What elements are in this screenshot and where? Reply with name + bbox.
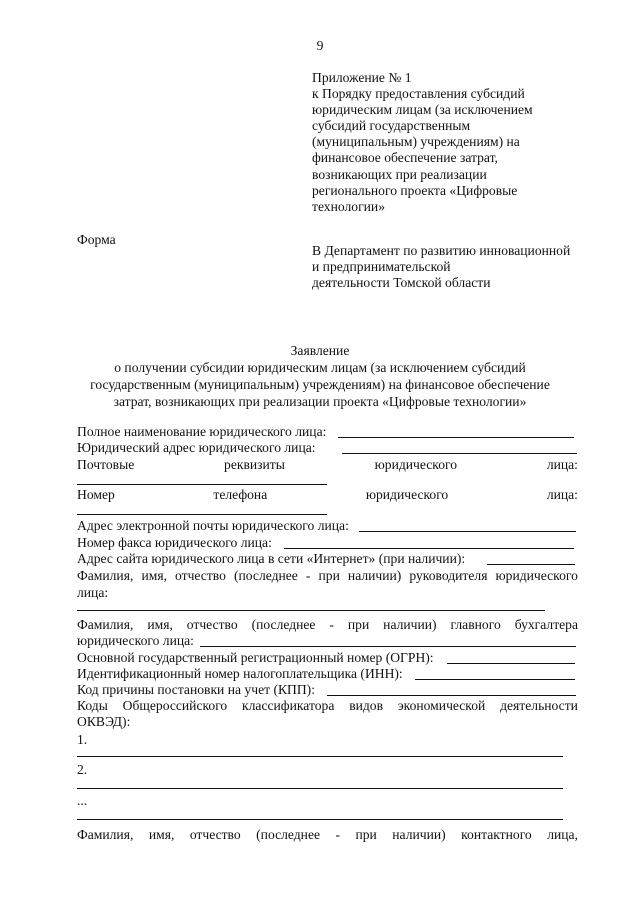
email-label: Адрес электронной почты юридического лица: bbox=[77, 518, 349, 533]
label-word: наличии) bbox=[383, 617, 437, 632]
title-line: государственным (муниципальным) учреждениям) на финансовое обеспечение bbox=[90, 377, 550, 392]
phone-row bbox=[77, 487, 578, 502]
accountant-row bbox=[77, 617, 578, 632]
label-word: при bbox=[318, 568, 340, 583]
label-word: главного bbox=[450, 617, 501, 632]
title-line: Заявление bbox=[290, 343, 350, 358]
director-row bbox=[77, 568, 578, 583]
appendix-line: регионального проекта «Цифровые bbox=[312, 182, 518, 198]
okved-item-2-row bbox=[77, 762, 578, 777]
label-word: (последнее bbox=[251, 617, 316, 632]
director-field[interactable] bbox=[77, 598, 545, 611]
label-word: при bbox=[347, 617, 370, 632]
okved-item-more-label: ... bbox=[77, 793, 88, 808]
label-word: экономической bbox=[397, 698, 486, 713]
label-word: лица: bbox=[546, 487, 578, 502]
okved-row bbox=[77, 698, 578, 713]
recipient-block bbox=[312, 243, 570, 291]
appendix-heading bbox=[312, 70, 533, 215]
website-field[interactable] bbox=[487, 552, 575, 565]
email-field[interactable] bbox=[359, 519, 576, 532]
director-cont-label: лица: bbox=[77, 585, 109, 600]
label-word: юридического bbox=[365, 487, 449, 502]
appendix-line: (муниципальным) учреждениям) на bbox=[312, 134, 520, 150]
ogrn-field[interactable] bbox=[447, 651, 575, 664]
application-title bbox=[0, 343, 640, 411]
full-name-field[interactable] bbox=[338, 425, 574, 438]
okved-item-more-row bbox=[77, 793, 578, 808]
label-word: имя, bbox=[147, 617, 173, 632]
label-word: отчество bbox=[175, 568, 226, 583]
label-word: юридического bbox=[495, 568, 578, 583]
okved-item-2-field[interactable] bbox=[77, 776, 563, 789]
label-word: - bbox=[305, 568, 311, 583]
contact-row bbox=[77, 827, 578, 842]
page-number: 9 bbox=[316, 38, 324, 53]
recipient-line: В Департамент по развитию инновационной bbox=[312, 243, 571, 258]
appendix-line: юридическим лицам (за исключением bbox=[312, 102, 533, 118]
label-word: отчество bbox=[189, 827, 241, 842]
postal-field[interactable] bbox=[77, 472, 327, 485]
label-word: имя, bbox=[141, 568, 167, 583]
label-word: юридического bbox=[374, 457, 458, 472]
label-word: Почтовые bbox=[77, 457, 135, 472]
okved-cont-label: ОКВЭД): bbox=[77, 714, 131, 729]
label-word: лица, bbox=[547, 827, 578, 842]
label-word: имя, bbox=[148, 827, 175, 842]
okved-item-1-field[interactable] bbox=[77, 744, 563, 757]
label-word: телефона bbox=[213, 487, 268, 502]
appendix-line: технологии» bbox=[312, 198, 385, 214]
okved-item-2-label: 2. bbox=[77, 762, 88, 777]
label-word: (последнее bbox=[256, 827, 321, 842]
accountant-cont-label: юридического лица: bbox=[77, 633, 194, 648]
label-word: контактного bbox=[461, 827, 532, 842]
label-word: бухгалтера bbox=[514, 617, 578, 632]
legal-address-label: Юридический адрес юридического лица: bbox=[77, 440, 316, 455]
legal-address-field[interactable] bbox=[342, 441, 577, 454]
label-word: Фамилия, bbox=[77, 568, 134, 583]
website-label: Адрес сайта юридического лица в сети «Интернет» (при наличии): bbox=[77, 551, 466, 566]
appendix-line: к Порядку предоставления субсидий bbox=[312, 86, 525, 102]
appendix-line: возникающих при реализации bbox=[312, 166, 487, 182]
label-word: Общероссийского bbox=[122, 698, 228, 713]
fax-label: Номер факса юридического лица: bbox=[77, 535, 272, 550]
title-line: затрат, возникающих при реализации проекта «Цифровые технологии» bbox=[113, 394, 527, 409]
phone-field[interactable] bbox=[77, 502, 327, 515]
okved-cont-row bbox=[77, 714, 578, 729]
label-word: классификатора bbox=[242, 698, 335, 713]
inn-label: Идентификационный номер налогоплательщика (ИНН): bbox=[77, 666, 403, 681]
label-word: - bbox=[335, 827, 340, 842]
appendix-line: финансовое обеспечение затрат, bbox=[312, 150, 498, 166]
label-word: Номер bbox=[77, 487, 115, 502]
label-word: Коды bbox=[77, 698, 108, 713]
form-label: Форма bbox=[77, 232, 116, 247]
label-word: Фамилия, bbox=[77, 827, 134, 842]
label-word: Фамилия, bbox=[77, 617, 134, 632]
okved-item-more-field[interactable] bbox=[77, 807, 563, 820]
label-word: при bbox=[355, 827, 377, 842]
appendix-line: Приложение № 1 bbox=[312, 70, 412, 85]
label-word: наличии) bbox=[347, 568, 402, 583]
inn-field[interactable] bbox=[415, 667, 575, 680]
appendix-line: субсидий государственным bbox=[312, 118, 471, 134]
label-word: лица: bbox=[546, 457, 578, 472]
title-line: о получении субсидии юридическим лицам (за исключением субсидий bbox=[114, 360, 526, 375]
okved-item-1-label: 1. bbox=[77, 732, 88, 747]
postal-row bbox=[77, 457, 578, 472]
ogrn-label: Основной государственный регистрационный номер (ОГРН): bbox=[77, 650, 434, 665]
recipient-line: деятельности Томской области bbox=[312, 275, 491, 291]
label-word: наличии) bbox=[392, 827, 446, 842]
label-word: отчество bbox=[186, 617, 238, 632]
label-word: деятельности bbox=[500, 698, 578, 713]
full-name-label: Полное наименование юридического лица: bbox=[77, 424, 327, 439]
kpp-label: Код причины постановки на учет (КПП): bbox=[77, 682, 315, 697]
label-word: видов bbox=[349, 698, 384, 713]
accountant-field[interactable] bbox=[200, 634, 576, 647]
label-word: реквизиты bbox=[224, 457, 285, 472]
label-word: (последнее bbox=[233, 568, 298, 583]
recipient-line: и предпринимательской bbox=[312, 259, 451, 275]
kpp-field[interactable] bbox=[327, 683, 576, 696]
label-word: - bbox=[329, 617, 334, 632]
label-word: руководителя bbox=[409, 568, 488, 583]
fax-field[interactable] bbox=[284, 536, 574, 549]
